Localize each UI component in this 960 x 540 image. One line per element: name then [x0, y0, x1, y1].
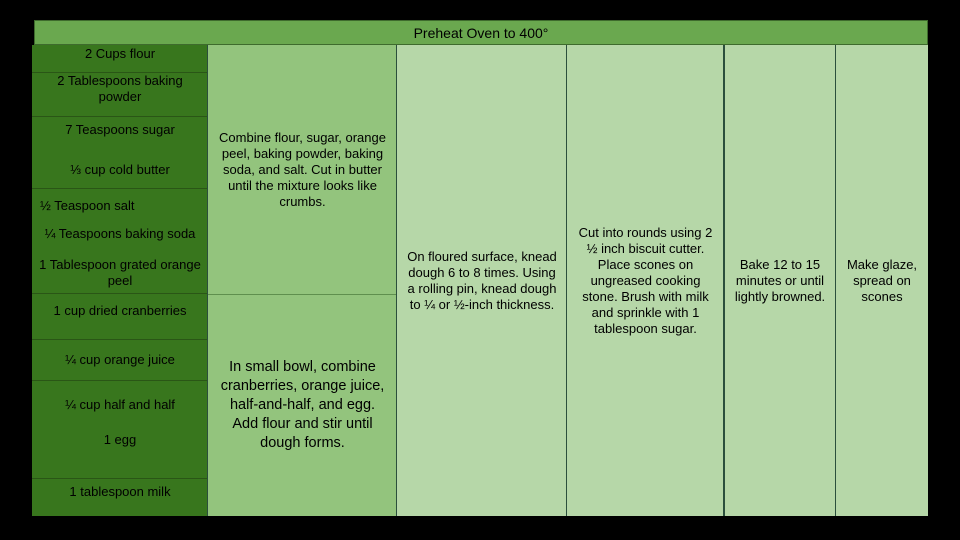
step-combine-dry	[208, 45, 397, 294]
step-glaze	[836, 45, 928, 516]
ingredient-divider	[32, 478, 208, 479]
column-divider	[566, 45, 567, 516]
ingredient-egg: 1 egg	[103, 432, 137, 447]
ingredient-sugar: 7 Teaspoons sugar	[65, 122, 175, 137]
ingredient-baking-powder: 2 Tablespoons baking powder	[57, 73, 183, 104]
ingredient-half-and-half: ¼ cup half and half	[65, 397, 175, 412]
step-cut	[567, 45, 724, 516]
ingredient-baking-soda: ¼ Teaspoons baking soda	[44, 226, 196, 241]
ingredient-milk: 1 tablespoon milk	[69, 484, 171, 499]
ingredient-divider	[32, 116, 208, 117]
step-cut-text: Cut into rounds using 2 ½ inch biscuit cutter. Place scones on ungreased cooking stone. Brush with milk and sprinkle with 1 tablespoon sugar.	[578, 224, 713, 336]
ingredient-flour: 2 Cups flour	[84, 46, 156, 61]
ingredient-divider	[32, 188, 208, 189]
step-glaze-text: Make glaze, spread on scones	[846, 256, 918, 304]
column-divider	[835, 45, 836, 516]
column-divider	[723, 45, 725, 516]
ingredient-orange-juice: ¼ cup orange juice	[65, 352, 175, 367]
column-divider	[207, 45, 208, 516]
step-knead-text: On floured surface, knead dough 6 to 8 times. Using a rolling pin, knead dough to ¼ or ½-inch thickness.	[407, 248, 557, 312]
preheat-header	[34, 20, 928, 45]
step-combine-wet-text: In small bowl, combine cranberries, orange juice, half-and-half, and egg. Add flour and stir until dough forms.	[220, 359, 385, 451]
ingredient-divider	[32, 339, 208, 340]
ingredient-butter: ⅓ cup cold butter	[70, 162, 170, 177]
preheat-text: Preheat Oven to 400°	[413, 24, 549, 41]
ingredient-orange-peel: 1 Tablespoon grated orange peel	[39, 257, 201, 288]
step-bake-text: Bake 12 to 15 minutes or until lightly browned.	[734, 256, 826, 304]
ingredient-divider	[32, 293, 208, 294]
ingredient-divider	[32, 380, 208, 381]
step-combine-wet	[208, 294, 397, 516]
step-knead	[397, 45, 567, 516]
column-divider	[396, 45, 397, 516]
step-bake	[724, 45, 836, 516]
ingredient-cranberries: 1 cup dried cranberries	[53, 303, 187, 318]
step-combine-dry-text: Combine flour, sugar, orange peel, baking powder, baking soda, and salt. Cut in butter until the mixture looks like crumbs.	[219, 129, 386, 209]
ingredient-salt: ½ Teaspoon salt	[40, 198, 135, 213]
